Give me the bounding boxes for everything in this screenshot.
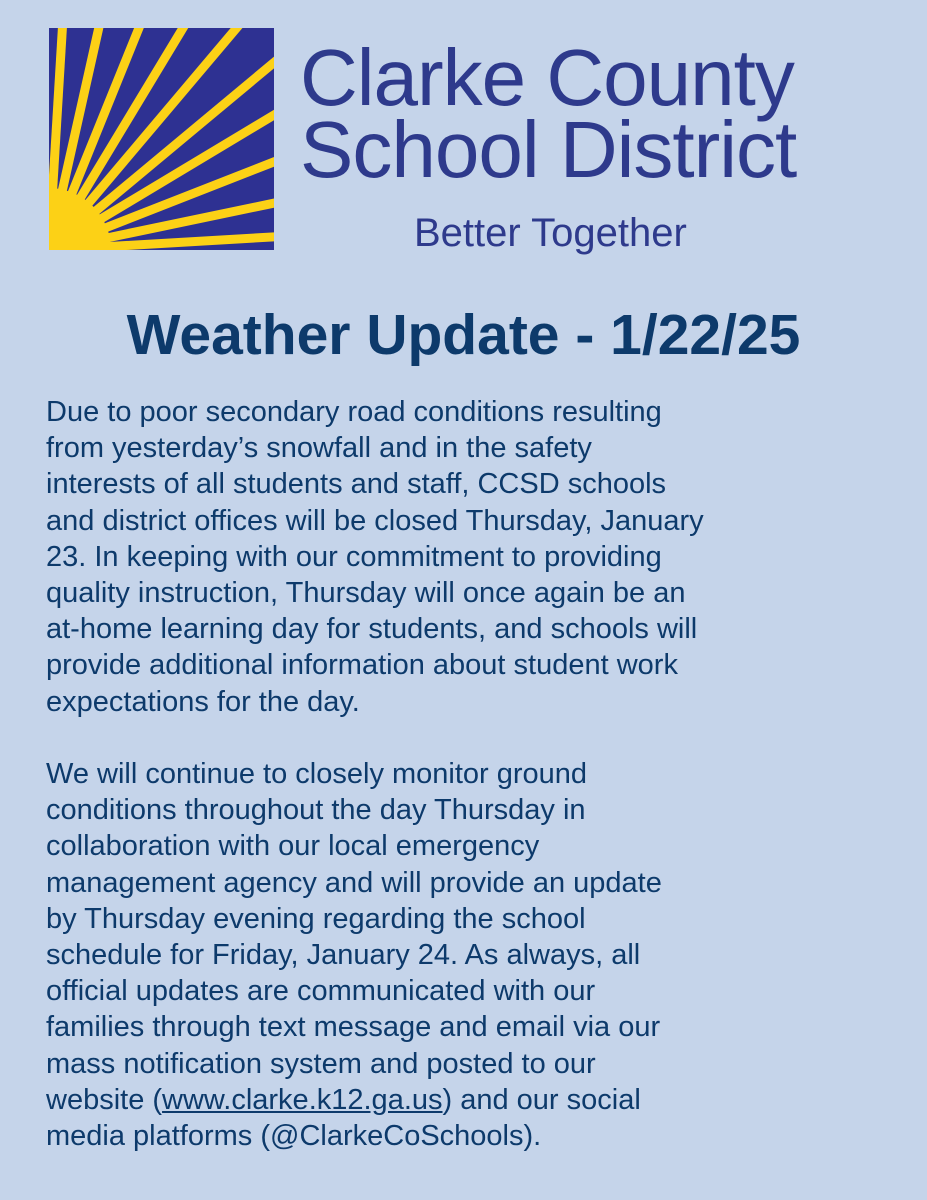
paragraph-2-line: We will continue to closely monitor ground (46, 758, 588, 791)
paragraph-1-line: expectations for the day. (46, 685, 360, 718)
paragraph-2-line: by Thursday evening regarding the school (46, 902, 586, 935)
paragraph-1-line: Due to poor secondary road conditions resulting (46, 396, 662, 428)
announcement-body (46, 394, 906, 1154)
paragraph-2-line: mass notification system and posted to our (46, 1047, 596, 1080)
paragraph-1-line: at-home learning day for students, and schools will (46, 613, 698, 646)
website-link[interactable]: www.clarke.k12.ga.us (162, 1083, 443, 1116)
paragraph-2-line: families through text message and email via our (46, 1011, 661, 1044)
district-logo-icon (49, 28, 274, 250)
website-prefix: website ( (46, 1083, 163, 1116)
district-name (300, 33, 910, 194)
paragraph-2-line: collaboration with our local emergency (46, 830, 540, 863)
paragraph-1-line: 23. In keeping with our commitment to providing (46, 540, 662, 573)
paragraph-1-line: provide additional information about student work (46, 649, 678, 682)
district-tagline: Better Together (414, 211, 687, 255)
paragraph-2-line: schedule for Friday, January 24. As always, all (46, 939, 641, 972)
page-title: Weather Update - 1/22/25 (126, 303, 801, 367)
social-media-line: media platforms (@ClarkeCoSchools). (46, 1120, 542, 1153)
paragraph-2-line: official updates are communicated with our (46, 975, 596, 1008)
district-name-line-2: School District (300, 105, 797, 194)
paragraph-spacer (46, 720, 906, 756)
website-suffix: ) and our social (442, 1083, 641, 1116)
paragraph-1-line: interests of all students and staff, CCSD schools (46, 468, 667, 501)
paragraph-1-line: and district offices will be closed Thursday, January (46, 504, 704, 537)
paragraph-2-line: conditions throughout the day Thursday in (46, 794, 586, 827)
paragraph-2-line: management agency and will provide an update (46, 866, 662, 899)
paragraph-1-line: quality instruction, Thursday will once again be an (46, 577, 686, 610)
district-name-line-1: Clarke County (300, 33, 794, 122)
website-line (46, 1082, 906, 1118)
paragraph-1-line: from yesterday’s snowfall and in the safety (46, 432, 592, 465)
